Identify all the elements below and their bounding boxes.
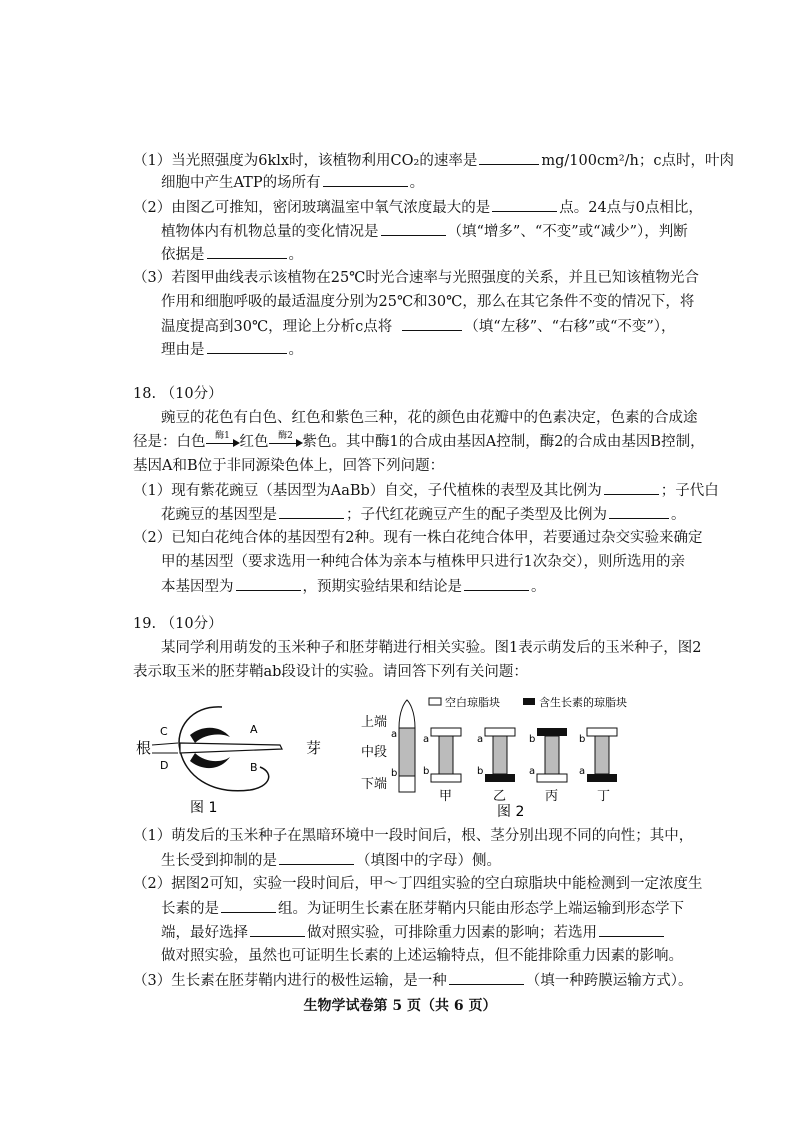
figure-2-experiment bbox=[355, 690, 675, 820]
label-c: C bbox=[160, 725, 168, 738]
q19-p2-line4 bbox=[161, 946, 683, 966]
answer-blank[interactable] bbox=[609, 504, 669, 519]
text: 紫色。其中酶1的合成由基因A控制，酶2的合成由基因B控制， bbox=[302, 434, 705, 450]
text: 。 bbox=[288, 342, 303, 358]
coleoptile-middle bbox=[399, 728, 415, 776]
bing-top-block bbox=[537, 728, 567, 736]
bing-bottom-block bbox=[537, 774, 567, 782]
text: 。 bbox=[409, 175, 425, 191]
legend-blank-block bbox=[429, 698, 441, 705]
answer-blank[interactable] bbox=[381, 221, 446, 236]
q18-p2-line2 bbox=[161, 552, 685, 572]
q18-intro-line3 bbox=[133, 456, 444, 476]
text: 做对照实验，虽然也可证明生长素的上述运输特点，但不能排除重力因素的影响。 bbox=[161, 948, 683, 964]
coleoptile-label-b: b bbox=[391, 768, 398, 779]
group-ding-label: 丁 bbox=[597, 789, 611, 804]
jia-segment bbox=[439, 736, 453, 774]
text: 生长受到抑制的是 bbox=[161, 853, 277, 869]
text: （填图中的字母）侧。 bbox=[356, 853, 501, 869]
ding-label-b: b bbox=[579, 734, 586, 745]
answer-blank[interactable] bbox=[279, 850, 354, 865]
group-yi-label: 乙 bbox=[493, 789, 507, 804]
q18-intro-line1 bbox=[161, 408, 698, 428]
bing-label-a: a bbox=[529, 766, 536, 777]
text: 花豌豆的基因型是 bbox=[161, 507, 277, 523]
q18-p2-line1 bbox=[133, 528, 702, 548]
bud-label: 芽 bbox=[306, 739, 322, 757]
group-jia-label: 甲 bbox=[439, 789, 453, 804]
q19-intro-line2 bbox=[133, 662, 528, 682]
top-end-label: 上端 bbox=[361, 715, 388, 730]
jia-label-a: a bbox=[423, 734, 430, 745]
text: （2）由图乙可推知，密闭玻璃温室中氧气浓度最大的是 bbox=[133, 200, 491, 216]
text: 温度提高到30℃，理论上分析c点将 bbox=[161, 319, 393, 335]
answer-blank[interactable] bbox=[492, 197, 557, 212]
figure-1-caption: 图 1 bbox=[190, 800, 218, 815]
bing-segment bbox=[545, 736, 559, 774]
text: （1）现有紫花豌豆（基因型为AaBb）自交，子代植株的表型及其比例为 bbox=[133, 483, 602, 499]
label-b: B bbox=[250, 761, 258, 774]
text: 做对照实验，可排除重力因素的影响；若选用 bbox=[307, 925, 597, 941]
q17-p2-line3 bbox=[161, 244, 303, 265]
coleoptile-label-a: a bbox=[391, 729, 398, 740]
text: 细胞中产生ATP的场所有 bbox=[161, 175, 321, 191]
q18-p1-line2 bbox=[161, 504, 686, 525]
bottom-end-label: 下端 bbox=[361, 777, 388, 792]
text: 某同学利用萌发的玉米种子和胚芽鞘进行相关实验。图1表示萌发后的玉米种子，图2 bbox=[161, 640, 702, 656]
q18-intro-line2 bbox=[133, 432, 705, 452]
answer-blank[interactable] bbox=[279, 504, 344, 519]
text: ；子代白 bbox=[660, 483, 719, 499]
answer-blank[interactable] bbox=[604, 480, 659, 495]
coleoptile-base bbox=[399, 776, 415, 792]
text: 端，最好选择 bbox=[161, 925, 248, 941]
page-footer: 生物学试卷第 5 页（共 6 页） bbox=[303, 998, 497, 1014]
text: 基因A和B位于非同源染色体上，回答下列问题： bbox=[133, 458, 445, 474]
answer-blank[interactable] bbox=[250, 922, 305, 937]
q19-p1-line2 bbox=[161, 850, 501, 871]
q17-p2-line2 bbox=[161, 221, 688, 242]
ding-bottom-block bbox=[587, 774, 617, 782]
text: （3）若图甲曲线表示该植物在25℃时光合速率与光照强度的关系，并且已知该植物光合 bbox=[133, 270, 699, 286]
text: 。 bbox=[288, 247, 303, 263]
ding-top-block bbox=[587, 728, 617, 736]
text: （3）生长素在胚芽鞘内进行的极性运输，是一种 bbox=[133, 973, 447, 989]
text: ，预期实验结果和结论是 bbox=[302, 579, 462, 595]
jia-label-b: b bbox=[423, 766, 430, 777]
text: 组。为证明生长素在胚芽鞘内只能由形态学上端运输到形态学下 bbox=[278, 901, 684, 917]
text: （1）萌发后的玉米种子在黑暗环境中一段时间后，根、茎分别出现不同的向性；其中， bbox=[133, 828, 694, 844]
text: 豌豆的花色有白色、红色和紫色三种，花的颜色由花瓣中的色素决定，色素的合成途 bbox=[161, 410, 698, 426]
enzyme2-label: 酶2 bbox=[278, 431, 293, 441]
yi-label-a: a bbox=[477, 734, 484, 745]
yi-segment bbox=[493, 736, 507, 774]
jia-top-block bbox=[431, 728, 461, 736]
group-bing-label: 丙 bbox=[545, 789, 559, 804]
text: 。 bbox=[531, 579, 546, 595]
q17-p1-line2 bbox=[161, 172, 424, 193]
text: 依据是 bbox=[161, 247, 205, 263]
yi-bottom-block bbox=[485, 774, 515, 782]
text: （填一种跨膜运输方式）。 bbox=[525, 973, 693, 989]
text: 点。24点与0点相比， bbox=[559, 200, 703, 216]
text: （2）已知白花纯合体的基因型有2种。现有一株白花纯合体甲，若要通过杂交实验来确定 bbox=[133, 530, 703, 546]
answer-blank[interactable] bbox=[402, 316, 462, 331]
q18-title: 18. （10分） bbox=[133, 386, 223, 402]
q19-p2-line2 bbox=[161, 898, 684, 919]
text: 径是：白色 bbox=[133, 434, 206, 450]
text: 本基因型为 bbox=[161, 579, 234, 595]
coleoptile-shape bbox=[180, 743, 282, 753]
text: （2）据图2可知，实验一段时间后，甲～丁四组实验的空白琼脂块中能检测到一定浓度生 bbox=[133, 876, 703, 892]
legend-blank-label: 空白琼脂块 bbox=[445, 696, 500, 709]
q19-title: 19. （10分） bbox=[133, 616, 223, 632]
text: 甲的基因型（要求选用一种纯合体为亲本与植株甲只进行1次杂交），则所选用的亲 bbox=[161, 554, 685, 570]
answer-blank[interactable] bbox=[221, 898, 276, 913]
q17-p3-line4 bbox=[161, 339, 303, 360]
answer-blank[interactable] bbox=[449, 970, 524, 985]
yi-top-block bbox=[485, 728, 515, 736]
q18-p1-line1 bbox=[133, 480, 719, 501]
q19-intro-line1 bbox=[161, 638, 701, 658]
q17-p3-line2 bbox=[161, 292, 694, 312]
q19-p3-line1 bbox=[133, 970, 692, 991]
middle-section-label: 中段 bbox=[361, 745, 388, 760]
answer-blank[interactable] bbox=[236, 576, 301, 591]
q17-p2-line1 bbox=[133, 197, 703, 218]
enzyme1-label: 酶1 bbox=[215, 431, 230, 441]
bing-label-b: b bbox=[529, 734, 536, 745]
legend-auxin-label: 含生长素的琼脂块 bbox=[539, 696, 627, 709]
enzyme2-arrow bbox=[269, 431, 303, 449]
text: （填“左移”、“右移”或“不变”）， bbox=[464, 319, 676, 335]
label-a: A bbox=[250, 723, 258, 736]
q19-p2-line3 bbox=[161, 922, 666, 943]
answer-blank[interactable] bbox=[479, 150, 539, 165]
answer-blank[interactable] bbox=[207, 339, 287, 354]
text: 。 bbox=[671, 507, 686, 523]
q18-p2-line3 bbox=[161, 576, 546, 597]
ding-label-a: a bbox=[579, 766, 586, 777]
q17-p3-line3 bbox=[161, 316, 676, 337]
q19-p2-line1 bbox=[133, 874, 702, 894]
text: （1）当光照强度为6klx时，该植物利用CO₂的速率是 bbox=[133, 153, 478, 169]
root-label: 根 bbox=[136, 739, 152, 757]
text: 红色 bbox=[239, 434, 269, 450]
endosperm-dark bbox=[190, 753, 230, 768]
text: 作用和细胞呼吸的最适温度分别为25℃和30℃，那么在其它条件不变的情况下，将 bbox=[161, 294, 695, 310]
q17-p1-line1 bbox=[133, 150, 734, 171]
figure-1-seed bbox=[130, 695, 330, 815]
figure-2-caption: 图 2 bbox=[497, 804, 525, 820]
text: （填“增多”、“不变”或“减少”），判断 bbox=[447, 224, 688, 240]
answer-blank[interactable] bbox=[207, 244, 287, 259]
text: 表示取玉米的胚芽鞘ab段设计的实验。请回答下列有关问题： bbox=[133, 664, 528, 680]
label-d: D bbox=[160, 759, 169, 772]
ding-segment bbox=[595, 736, 609, 774]
text: 植物体内有机物总量的变化情况是 bbox=[161, 224, 379, 240]
text: mg/100cm²/h；c点时，叶肉 bbox=[541, 153, 734, 169]
yi-label-b: b bbox=[477, 766, 484, 777]
q17-p3-line1 bbox=[133, 268, 699, 288]
q19-p1-line1 bbox=[133, 826, 693, 846]
text: ；子代红花豌豆产生的配子类型及比例为 bbox=[346, 507, 607, 523]
root-lines bbox=[152, 743, 178, 753]
answer-blank[interactable] bbox=[323, 172, 408, 187]
answer-blank[interactable] bbox=[599, 922, 664, 937]
jia-bottom-block bbox=[431, 774, 461, 782]
text: 长素的是 bbox=[161, 901, 219, 917]
enzyme1-arrow bbox=[206, 431, 240, 449]
scutellum-dark bbox=[190, 728, 230, 743]
text: 理由是 bbox=[161, 342, 205, 358]
coleoptile-tip bbox=[399, 700, 415, 728]
legend-auxin-block bbox=[523, 698, 535, 705]
answer-blank[interactable] bbox=[464, 576, 529, 591]
